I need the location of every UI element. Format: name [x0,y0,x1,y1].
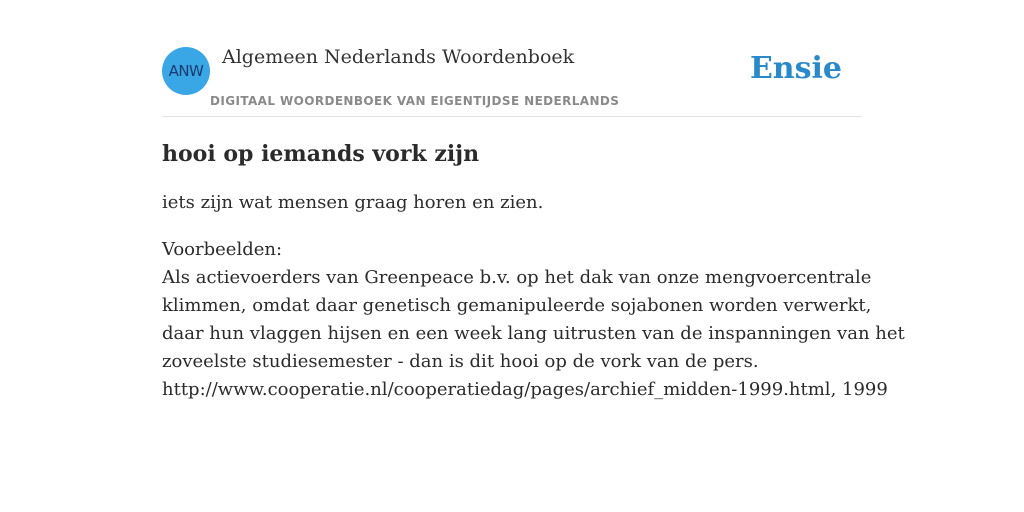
entry-examples [162,236,905,404]
example-line: Als actievoerders van Greenpeace b.v. op het dak van onze mengvoercentrale [162,267,872,288]
entry-headword: hooi op iemands vork zijn [162,141,480,167]
site-title[interactable]: Algemeen Nederlands Woordenboek [222,46,575,68]
site-subtitle: DIGITAAL WOORDENBOEK VAN EIGENTIJDSE NEDERLANDS [210,94,620,108]
example-line: zoveelste studiesemester - dan is dit hooi op de vork van de pers. [162,351,759,372]
entry-content [162,138,905,404]
examples-label: Voorbeelden: [162,239,283,260]
site-header [162,40,862,117]
anw-logo[interactable]: ANW [162,47,210,95]
example-source: http://www.cooperatie.nl/cooperatiedag/pages/archief_midden-1999.html, 1999 [162,379,888,400]
ensie-brand-logo[interactable]: Ensie [749,51,842,86]
example-line: daar hun vlaggen hijsen en een week lang uitrusten van de inspanningen van het [162,323,905,344]
example-line: klimmen, omdat daar genetisch gemanipuleerde sojabonen worden verwerkt, [162,295,872,316]
entry-definition: iets zijn wat mensen graag horen en zien. [162,192,544,213]
